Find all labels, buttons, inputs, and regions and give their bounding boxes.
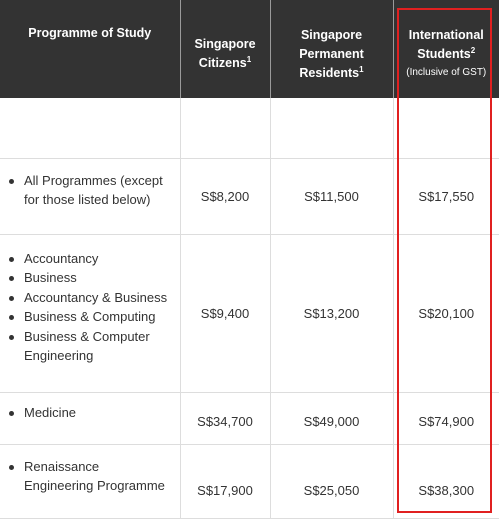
footnote-marker: 1 (246, 54, 252, 64)
fee-citizens: S$9,400 (180, 234, 270, 392)
fee-pr: S$13,200 (270, 234, 393, 392)
header-international-students (393, 0, 499, 98)
list-item: Business & Computing (8, 307, 172, 327)
list-item: Renaissance Engineering Programme (8, 457, 172, 496)
fee-international: S$38,300 (393, 444, 499, 518)
table-row (0, 234, 499, 392)
programme-cell (0, 158, 180, 234)
list-item: Accountancy & Business (8, 288, 172, 308)
table-row (0, 158, 499, 234)
fee-citizens: S$8,200 (180, 158, 270, 234)
table-cell (393, 98, 499, 158)
header-programme (0, 0, 180, 98)
table-row (0, 444, 499, 518)
list-item: Accountancy (8, 249, 172, 269)
list-item: Business (8, 268, 172, 288)
gst-note: (Inclusive of GST) (406, 67, 487, 78)
table-cell (180, 98, 270, 158)
programme-list (8, 249, 172, 367)
header-citizens-label: Singapore Citizens (194, 37, 256, 70)
fee-citizens: S$17,900 (180, 444, 270, 518)
header-intl-label: International Students (408, 28, 484, 61)
table-header (0, 0, 499, 98)
header-pr-label: Singapore Permanent Residents (299, 27, 364, 80)
programme-list (8, 171, 172, 210)
header-citizens (180, 0, 270, 98)
fee-international: S$20,100 (393, 234, 499, 392)
footnote-marker: 1 (359, 64, 364, 74)
programme-cell (0, 234, 180, 392)
footnote-marker: 2 (470, 45, 476, 55)
programme-cell (0, 444, 180, 518)
fee-citizens: S$34,700 (180, 392, 270, 444)
list-item: All Programmes (except for those listed below) (8, 171, 172, 210)
programme-list (8, 403, 172, 423)
programme-cell (0, 392, 180, 444)
header-programme-label: Programme of Study (28, 26, 152, 40)
list-item: Medicine (8, 403, 172, 423)
fee-pr: S$11,500 (270, 158, 393, 234)
header-permanent-residents (270, 0, 393, 98)
fee-pr: S$25,050 (270, 444, 393, 518)
table-cell (270, 98, 393, 158)
fee-international: S$17,550 (393, 158, 499, 234)
fee-pr: S$49,000 (270, 392, 393, 444)
list-item: Business & Computer Engineering (8, 327, 172, 366)
table-row-spacer (0, 98, 499, 158)
table-cell (0, 98, 180, 158)
fee-international: S$74,900 (393, 392, 499, 444)
programme-list (8, 457, 172, 496)
table-row (0, 392, 499, 444)
